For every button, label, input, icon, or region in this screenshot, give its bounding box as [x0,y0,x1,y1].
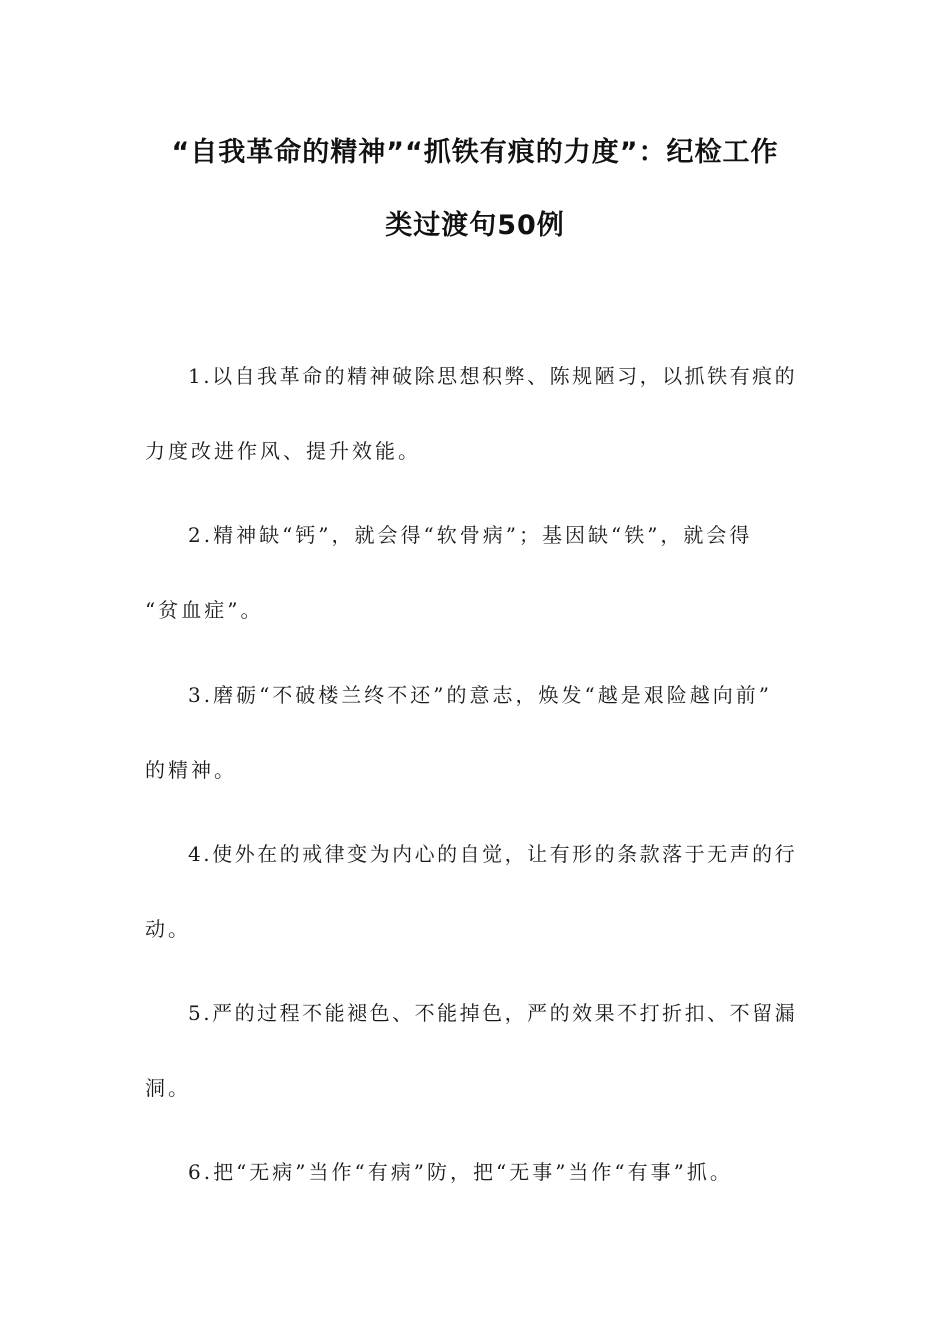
paragraph-5-line-1: 5.严的过程不能褪色、不能掉色，严的效果不打折扣、不留漏 [188,1001,798,1025]
paragraph-3-line-2: 的精神。 [145,758,237,782]
paragraph-1-line-2: 力度改进作风、提升效能。 [145,439,421,463]
paragraph-2-line-1: 2.精神缺“钙”，就会得“软骨病”；基因缺“铁”，就会得 [188,523,753,547]
paragraph-4-line-1: 4.使外在的戒律变为内心的自觉，让有形的条款落于无声的行 [188,842,798,866]
paragraph-3-line-1: 3.磨砺“不破楼兰终不还”的意志，焕发“越是艰险越向前” [188,683,772,707]
paragraph-4-line-2: 动。 [145,917,191,941]
document-title-line-1: “自我革命的精神”“抓铁有痕的力度”：纪检工作 [171,137,779,168]
document-title-line-2: 类过渡句50例 [385,210,565,241]
paragraph-1-line-1: 1.以自我革命的精神破除思想积弊、陈规陋习，以抓铁有痕的 [188,364,798,388]
paragraph-5-line-2: 洞。 [145,1076,191,1100]
paragraph-6-line-1: 6.把“无病”当作“有病”防，把“无事”当作“有事”抓。 [188,1160,733,1184]
paragraph-2-line-2: “贫血症”。 [145,598,264,622]
